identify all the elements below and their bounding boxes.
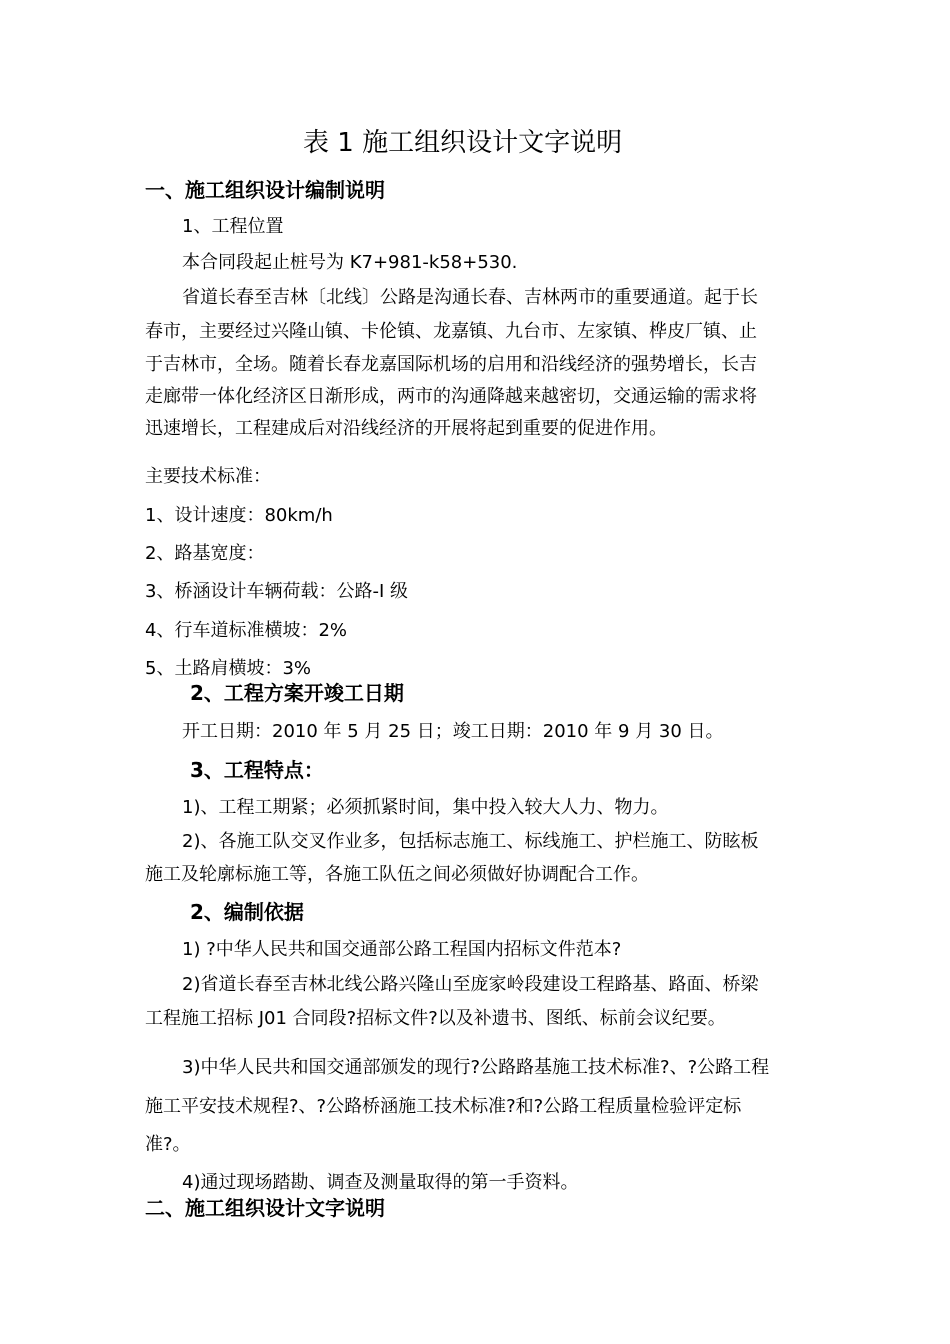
features-p2-line: 2)、各施工队交叉作业多，包括标志施工、标线施工、护栏施工、防眩板: [182, 831, 759, 852]
basis-heading: 2、编制依据: [190, 900, 304, 924]
basis-p1: 1) ?中华人民共和国交通部公路工程国内招标文件范本?: [182, 939, 622, 960]
stake-text: 本合同段起止桩号为 K7+981-k58+530.: [182, 252, 518, 273]
standard-item: 2、路基宽度：: [145, 543, 265, 564]
location-desc-line: 于吉林市，全场。随着长春龙嘉国际机场的启用和沿线经济的强势增长，长吉: [145, 354, 757, 375]
features-heading: 3、工程特点：: [190, 758, 324, 782]
standard-item: 1、设计速度：80km/h: [145, 505, 333, 526]
basis-p2-line: 2)省道长春至吉林北线公路兴隆山至庞家岭段建设工程路基、路面、桥梁: [182, 974, 759, 995]
basis-p3-line: 施工平安技术规程?、?公路桥涵施工技术标准?和?公路工程质量检验评定标: [145, 1096, 742, 1117]
basis-p2-line: 工程施工招标 J01 合同段?招标文件?以及补遗书、图纸、标前会议纪要。: [145, 1008, 726, 1029]
standard-item: 5、土路肩横坡：3%: [145, 658, 312, 679]
standard-item: 4、行车道标准横坡：2%: [145, 620, 348, 641]
standard-item: 3、桥涵设计车辆荷载：公路-I 级: [145, 581, 408, 602]
basis-p3-line: 3)中华人民共和国交通部颁发的现行?公路路基施工技术标准?、?公路工程: [182, 1057, 770, 1078]
basis-p4: 4)通过现场踏勘、调查及测量取得的第一手资料。: [182, 1172, 579, 1193]
location-desc-line: 春市，主要经过兴隆山镇、卡伦镇、龙嘉镇、九台市、左家镇、桦皮厂镇、止: [145, 321, 757, 342]
location-label: 1、工程位置: [182, 216, 284, 237]
location-desc-line: 迅速增长，工程建成后对沿线经济的开展将起到重要的促进作用。: [145, 418, 667, 439]
page-title: 表 1 施工组织设计文字说明: [303, 128, 623, 158]
schedule-text: 开工日期：2010 年 5 月 25 日；竣工日期：2010 年 9 月 30 日。: [182, 721, 724, 742]
location-desc-line: 走廊带一体化经济区日渐形成，两市的沟通降越来越密切，交通运输的需求将: [145, 386, 757, 407]
standards-label: 主要技术标准：: [145, 466, 271, 487]
location-desc-line: 省道长春至吉林〔北线〕公路是沟通长春、吉林两市的重要通道。起于长: [182, 287, 758, 308]
basis-p3-line: 准?。: [145, 1134, 191, 1155]
features-p2-line: 施工及轮廓标施工等，各施工队伍之间必须做好协调配合工作。: [145, 864, 649, 885]
section-2-heading: 二、施工组织设计文字说明: [145, 1196, 385, 1220]
schedule-heading: 2、工程方案开竣工日期: [190, 681, 404, 705]
section-1-heading: 一、施工组织设计编制说明: [145, 178, 385, 202]
features-p1: 1)、工程工期紧；必须抓紧时间，集中投入较大人力、物力。: [182, 797, 669, 818]
